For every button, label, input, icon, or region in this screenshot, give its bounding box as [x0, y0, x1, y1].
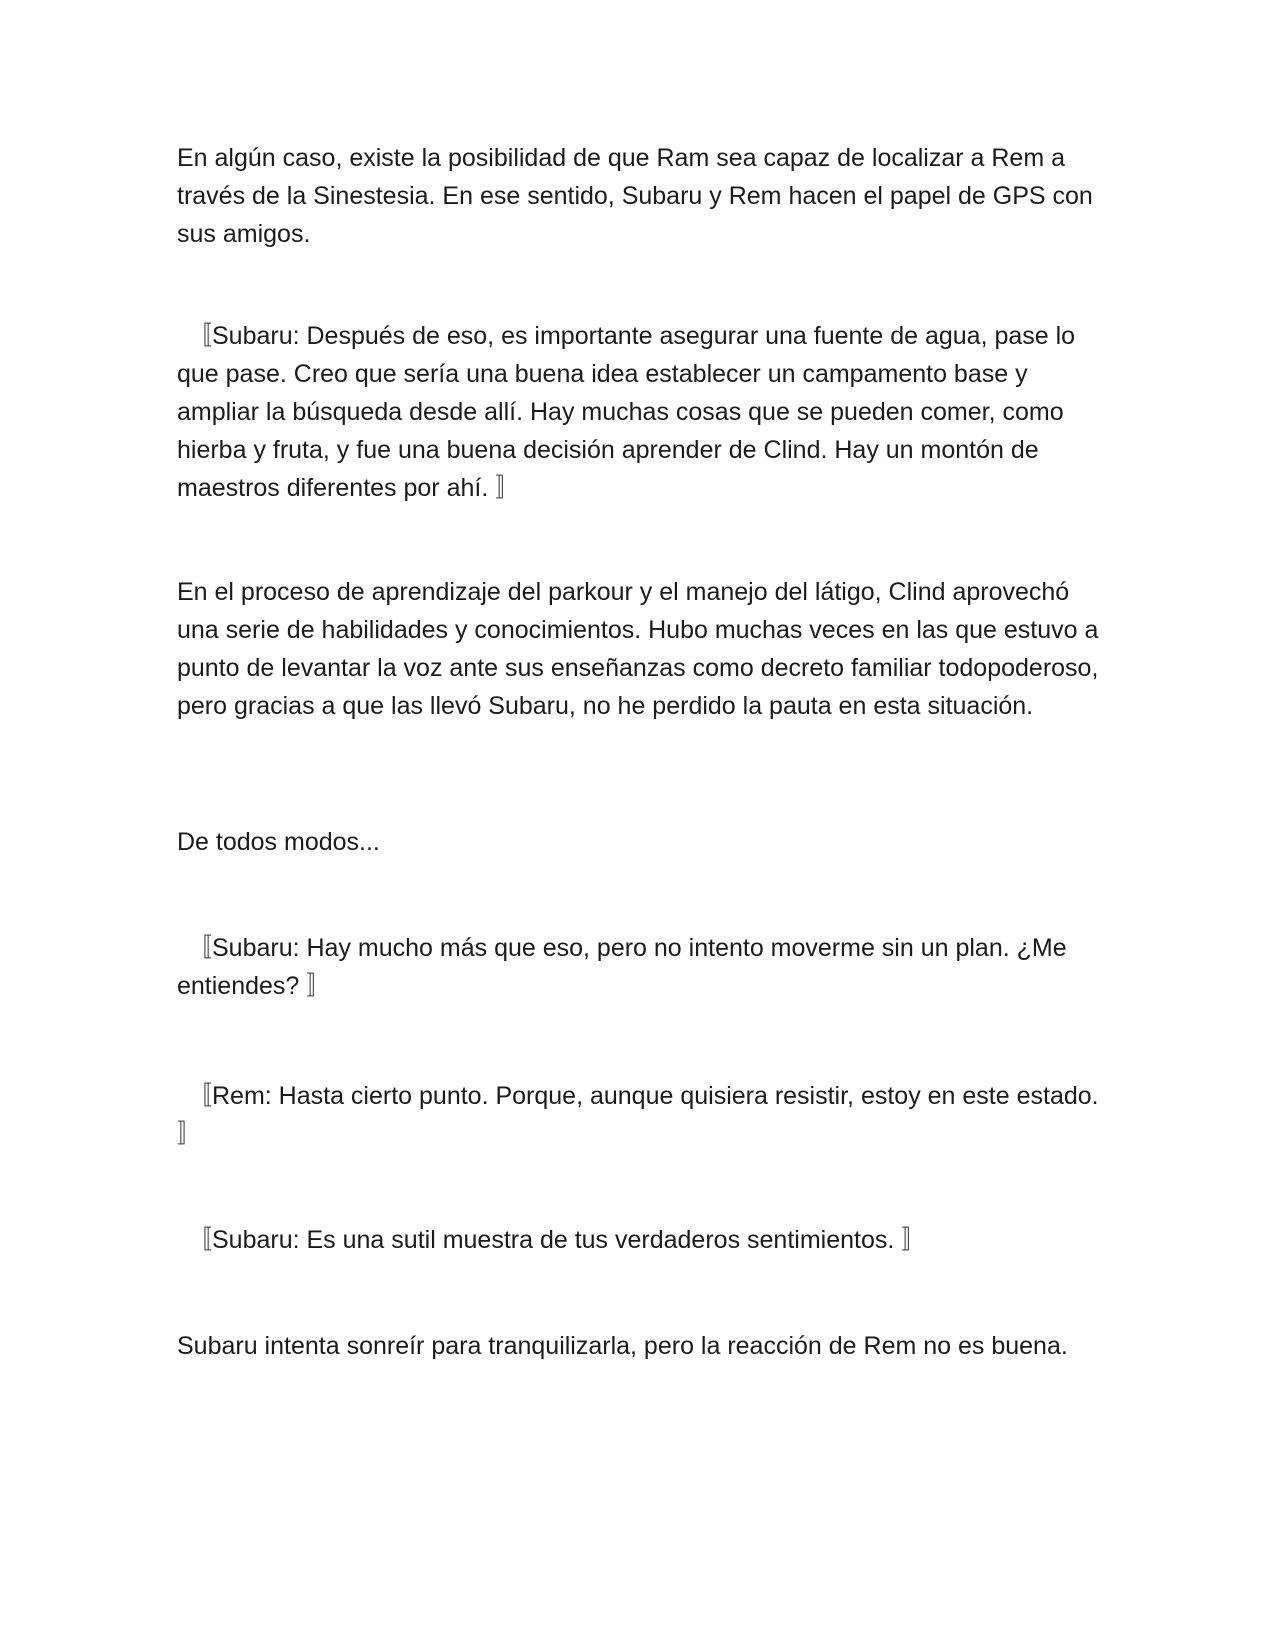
paragraph-clind-learning: En el proceso de aprendizaje del parkour y el manejo del látigo, Clind aprovechó una serie de habilidades y conocimientos. Hubo muchas veces en las que estuvo a punto de levantar la voz ante sus enseñanzas como decreto familiar todopoderoso, pero gracias a que las llevó Subaru, no he perdido la pauta en esta situación. — [177, 578, 1099, 720]
paragraph-subaru-smile: Subaru intenta sonreír para tranquilizarla, pero la reacción de Rem no es buena. — [177, 1332, 1068, 1360]
paragraph-de-todos-modos: De todos modos... — [177, 828, 380, 856]
dialogue-subaru-water-source: 〚Subaru: Después de eso, es importante asegurar una fuente de agua, pase lo que pase. Creo que sería una buena idea establecer un campamento base y ampliar la búsqueda desde allí. Hay muchas cosas que se pueden comer, como hierba y fruta, y fue una buena decisión aprender de Clind. Hay un montón de maestros diferentes por ahí. 〛 — [177, 322, 1076, 502]
paragraph-ram-locate-rem: En algún caso, existe la posibilidad de que Ram sea capaz de localizar a Rem a través de la Sinestesia. En ese sentido, Subaru y Rem hacen el papel de GPS con sus amigos. — [177, 144, 1093, 248]
dialogue-rem-resist: 〚Rem: Hasta cierto punto. Porque, aunque quisiera resistir, estoy en este estado. 〛 — [177, 1082, 1099, 1148]
dialogue-subaru-feelings: 〚Subaru: Es una sutil muestra de tus verdaderos sentimientos. 〛 — [187, 1226, 927, 1254]
dialogue-subaru-plan: 〚Subaru: Hay mucho más que eso, pero no intento moverme sin un plan. ¿Me entiendes? 〛 — [177, 934, 1067, 1000]
